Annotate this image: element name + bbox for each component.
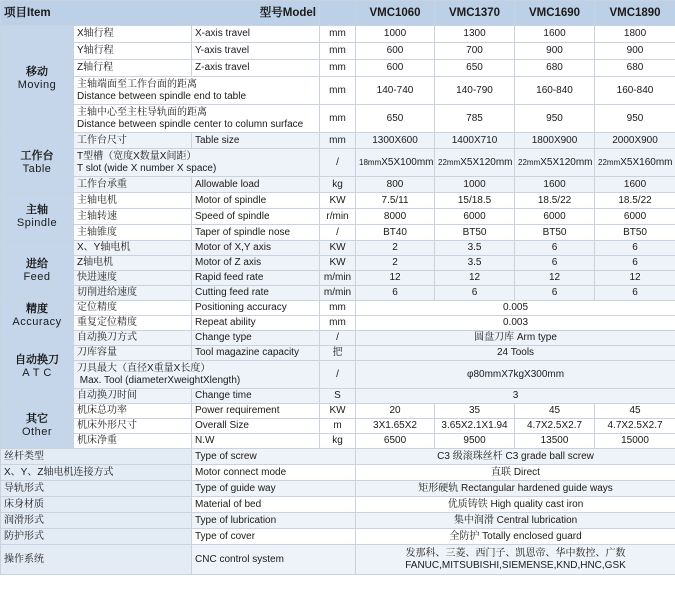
value-vmc1060: 600: [356, 60, 435, 77]
value-vmc1690: 1800X900: [515, 133, 595, 149]
value-vmc1370: 15/18.5: [435, 193, 515, 209]
row-unit: mm: [320, 316, 356, 331]
cnc-label-en: CNC control system: [192, 545, 356, 575]
misc-value: 直联 Direct: [356, 465, 675, 481]
value-vmc1690: 160-840: [515, 77, 595, 105]
row-label-en: Change type: [192, 331, 320, 346]
category-atc: 自动换刀 A T C: [1, 331, 74, 404]
row-label-en: Taper of spindle nose: [192, 225, 320, 241]
row-label-en: Power requirement: [192, 404, 320, 419]
row-unit: /: [320, 361, 356, 389]
value-vmc1890: 680: [595, 60, 675, 77]
value-vmc1690: 4.7X2.5X2.7: [515, 419, 595, 434]
row-label-en: Cutting feed rate: [192, 286, 320, 301]
row-unit: /: [320, 331, 356, 346]
value-vmc1690: 1600: [515, 177, 595, 193]
value-all-models: 24 Tools: [356, 346, 675, 361]
misc-label-en: Material of bed: [192, 497, 356, 513]
value-vmc1370: BT50: [435, 225, 515, 241]
value-vmc1890: BT50: [595, 225, 675, 241]
row-label-cn: 机床外形尺寸: [74, 419, 192, 434]
row-unit: KW: [320, 241, 356, 256]
row-unit: KW: [320, 256, 356, 271]
row-label-en: Motor of spindle: [192, 193, 320, 209]
value-vmc1690: 680: [515, 60, 595, 77]
row-label-en: Change time: [192, 389, 320, 404]
row-label-cn: 定位精度: [74, 301, 192, 316]
value-vmc1890: 2000X900: [595, 133, 675, 149]
row-label-bilingual: 刀具最大（直径X重量X长度） Max. Tool (diameterXweightXlength): [74, 361, 320, 389]
header-item-label: 项目Item 型号Model: [1, 1, 320, 26]
row-unit: m/min: [320, 286, 356, 301]
value-vmc1890: 12: [595, 271, 675, 286]
row-label-en: Overall Size: [192, 419, 320, 434]
model-vmc1060: VMC1060: [356, 1, 435, 26]
value-vmc1890: 950: [595, 105, 675, 133]
misc-label-en: Motor connect mode: [192, 465, 356, 481]
value-vmc1060: 1000: [356, 26, 435, 43]
value-all-models: 3: [356, 389, 675, 404]
value-vmc1690: 950: [515, 105, 595, 133]
row-label-bilingual: 主轴中心至主柱导轨面的距离 Distance between spindle center to column surface: [74, 105, 320, 133]
row-unit: mm: [320, 43, 356, 60]
category-spindle: 主轴 Spindle: [1, 193, 74, 241]
row-unit: mm: [320, 77, 356, 105]
value-vmc1690: 1600: [515, 26, 595, 43]
value-vmc1890: 6: [595, 241, 675, 256]
header-unit-blank: [320, 1, 356, 26]
value-vmc1060: 650: [356, 105, 435, 133]
row-unit: m: [320, 419, 356, 434]
row-label-en: N.W: [192, 434, 320, 449]
misc-label-en: Type of guide way: [192, 481, 356, 497]
row-unit: mm: [320, 60, 356, 77]
row-label-en: Table size: [192, 133, 320, 149]
value-vmc1890: 6000: [595, 209, 675, 225]
row-label-cn: 刀库容量: [74, 346, 192, 361]
cnc-label-cn: 操作系统: [1, 545, 192, 575]
row-label-cn: 机床净重: [74, 434, 192, 449]
misc-value: 矩形硬轨 Rectangular hardened guide ways: [356, 481, 675, 497]
value-vmc1060: 18mmX5X100mm: [356, 149, 435, 177]
model-vmc1890: VMC1890: [595, 1, 675, 26]
value-vmc1060: 8000: [356, 209, 435, 225]
value-vmc1890: 18.5/22: [595, 193, 675, 209]
value-vmc1370: 3.5: [435, 256, 515, 271]
misc-label-en: Type of screw: [192, 449, 356, 465]
value-vmc1690: 6: [515, 256, 595, 271]
misc-label-en: Type of lubrication: [192, 513, 356, 529]
row-label-en: X-axis travel: [192, 26, 320, 43]
value-vmc1370: 700: [435, 43, 515, 60]
cnc-value: 发那科、三菱、西门子、凯恩帝、华中数控、广数 FANUC,MITSUBISHI,SIEMENSE,KND,HNC,GSK: [356, 545, 675, 575]
value-vmc1370: 12: [435, 271, 515, 286]
row-unit: r/min: [320, 209, 356, 225]
category-feed: 进给 Feed: [1, 241, 74, 301]
misc-value: 优质铸铁 High quality cast iron: [356, 497, 675, 513]
misc-value: 全防护 Totally enclosed guard: [356, 529, 675, 545]
row-unit: /: [320, 149, 356, 177]
value-vmc1370: 1000: [435, 177, 515, 193]
misc-label-en: Type of cover: [192, 529, 356, 545]
row-label-cn: 自动换刀方式: [74, 331, 192, 346]
misc-value: 集中润滑 Central lubrication: [356, 513, 675, 529]
value-vmc1890: 4.7X2.5X2.7: [595, 419, 675, 434]
model-vmc1370: VMC1370: [435, 1, 515, 26]
row-unit: kg: [320, 177, 356, 193]
value-vmc1060: 1300X600: [356, 133, 435, 149]
value-vmc1690: 12: [515, 271, 595, 286]
misc-label-cn: 润滑形式: [1, 513, 192, 529]
value-vmc1060: 3X1.65X2: [356, 419, 435, 434]
value-vmc1370: 140-790: [435, 77, 515, 105]
value-vmc1890: 160-840: [595, 77, 675, 105]
value-vmc1060: 20: [356, 404, 435, 419]
value-vmc1690: 900: [515, 43, 595, 60]
value-vmc1890: 1600: [595, 177, 675, 193]
row-label-en: Z-axis travel: [192, 60, 320, 77]
misc-label-cn: X、Y、Z轴电机连接方式: [1, 465, 192, 481]
model-vmc1690: VMC1690: [515, 1, 595, 26]
row-unit: /: [320, 225, 356, 241]
value-vmc1370: 785: [435, 105, 515, 133]
value-vmc1060: 800: [356, 177, 435, 193]
value-vmc1890: 15000: [595, 434, 675, 449]
value-all-models: 0.005: [356, 301, 675, 316]
value-vmc1060: 600: [356, 43, 435, 60]
value-vmc1370: 1300: [435, 26, 515, 43]
value-all-models: φ80mmX7kgX300mm: [356, 361, 675, 389]
row-label-en: Motor of Z axis: [192, 256, 320, 271]
row-unit: KW: [320, 193, 356, 209]
row-label-cn: 重复定位精度: [74, 316, 192, 331]
value-vmc1690: 6: [515, 241, 595, 256]
value-vmc1370: 3.5: [435, 241, 515, 256]
value-vmc1060: 6: [356, 286, 435, 301]
row-label-cn: X轴行程: [74, 26, 192, 43]
value-vmc1370: 6000: [435, 209, 515, 225]
row-label-cn: 主轴转速: [74, 209, 192, 225]
misc-value: C3 级滚珠丝杆 C3 grade ball screw: [356, 449, 675, 465]
value-vmc1690: 6000: [515, 209, 595, 225]
row-label-cn: X、Y轴电机: [74, 241, 192, 256]
value-vmc1060: BT40: [356, 225, 435, 241]
row-unit: mm: [320, 26, 356, 43]
category-accuracy: 精度 Accuracy: [1, 301, 74, 331]
row-label-cn: 主轴电机: [74, 193, 192, 209]
row-unit: mm: [320, 301, 356, 316]
row-label-cn: 快进速度: [74, 271, 192, 286]
row-label-cn: 工作台承重: [74, 177, 192, 193]
value-vmc1370: 650: [435, 60, 515, 77]
value-vmc1370: 35: [435, 404, 515, 419]
misc-label-cn: 丝杆类型: [1, 449, 192, 465]
header-model-label: 型号Model: [259, 7, 317, 19]
row-label-cn: Y轴行程: [74, 43, 192, 60]
value-vmc1370: 3.65X2.1X1.94: [435, 419, 515, 434]
value-vmc1890: 1800: [595, 26, 675, 43]
value-vmc1890: 22mmX5X160mm: [595, 149, 675, 177]
row-label-cn: 切削进给速度: [74, 286, 192, 301]
value-vmc1370: 9500: [435, 434, 515, 449]
value-vmc1890: 6: [595, 256, 675, 271]
row-unit: 把: [320, 346, 356, 361]
row-unit: m/min: [320, 271, 356, 286]
row-label-en: Positioning accuracy: [192, 301, 320, 316]
row-label-cn: Z轴行程: [74, 60, 192, 77]
misc-label-cn: 床身材质: [1, 497, 192, 513]
row-label-en: Repeat ability: [192, 316, 320, 331]
value-vmc1890: 45: [595, 404, 675, 419]
row-label-bilingual: T型槽（宽度X数量X间距） T slot (wide X number X space): [74, 149, 320, 177]
category-other: 其它 Other: [1, 404, 74, 449]
value-vmc1060: 2: [356, 241, 435, 256]
value-vmc1690: 22mmX5X120mm: [515, 149, 595, 177]
value-all-models: 圆盘刀库 Arm type: [356, 331, 675, 346]
row-label-cn: 主轴锥度: [74, 225, 192, 241]
row-label-en: Tool magazine capacity: [192, 346, 320, 361]
value-vmc1890: 900: [595, 43, 675, 60]
row-unit: kg: [320, 434, 356, 449]
value-vmc1370: 22mmX5X120mm: [435, 149, 515, 177]
value-vmc1690: 13500: [515, 434, 595, 449]
value-vmc1690: 18.5/22: [515, 193, 595, 209]
value-vmc1690: 6: [515, 286, 595, 301]
value-vmc1060: 140-740: [356, 77, 435, 105]
row-label-en: Rapid feed rate: [192, 271, 320, 286]
row-label-en: Allowable load: [192, 177, 320, 193]
value-vmc1060: 12: [356, 271, 435, 286]
row-unit: mm: [320, 133, 356, 149]
value-vmc1890: 6: [595, 286, 675, 301]
misc-label-cn: 导轨形式: [1, 481, 192, 497]
value-vmc1060: 2: [356, 256, 435, 271]
value-all-models: 0.003: [356, 316, 675, 331]
value-vmc1370: 6: [435, 286, 515, 301]
row-label-cn: 机床总功率: [74, 404, 192, 419]
value-vmc1370: 1400X710: [435, 133, 515, 149]
value-vmc1060: 7.5/11: [356, 193, 435, 209]
row-label-cn: 自动换刀时间: [74, 389, 192, 404]
row-label-cn: 工作台尺寸: [74, 133, 192, 149]
row-label-en: Speed of spindle: [192, 209, 320, 225]
value-vmc1690: 45: [515, 404, 595, 419]
row-label-cn: Z轴电机: [74, 256, 192, 271]
row-unit: mm: [320, 105, 356, 133]
category-moving: 移动 Moving: [1, 26, 74, 133]
row-unit: KW: [320, 404, 356, 419]
row-unit: S: [320, 389, 356, 404]
row-label-en: Motor of X,Y axis: [192, 241, 320, 256]
row-label-en: Y-axis travel: [192, 43, 320, 60]
misc-label-cn: 防护形式: [1, 529, 192, 545]
value-vmc1060: 6500: [356, 434, 435, 449]
row-label-bilingual: 主轴端面至工作台面的距离 Distance between spindle end to table: [74, 77, 320, 105]
category-table: 工作台 Table: [1, 133, 74, 193]
value-vmc1690: BT50: [515, 225, 595, 241]
